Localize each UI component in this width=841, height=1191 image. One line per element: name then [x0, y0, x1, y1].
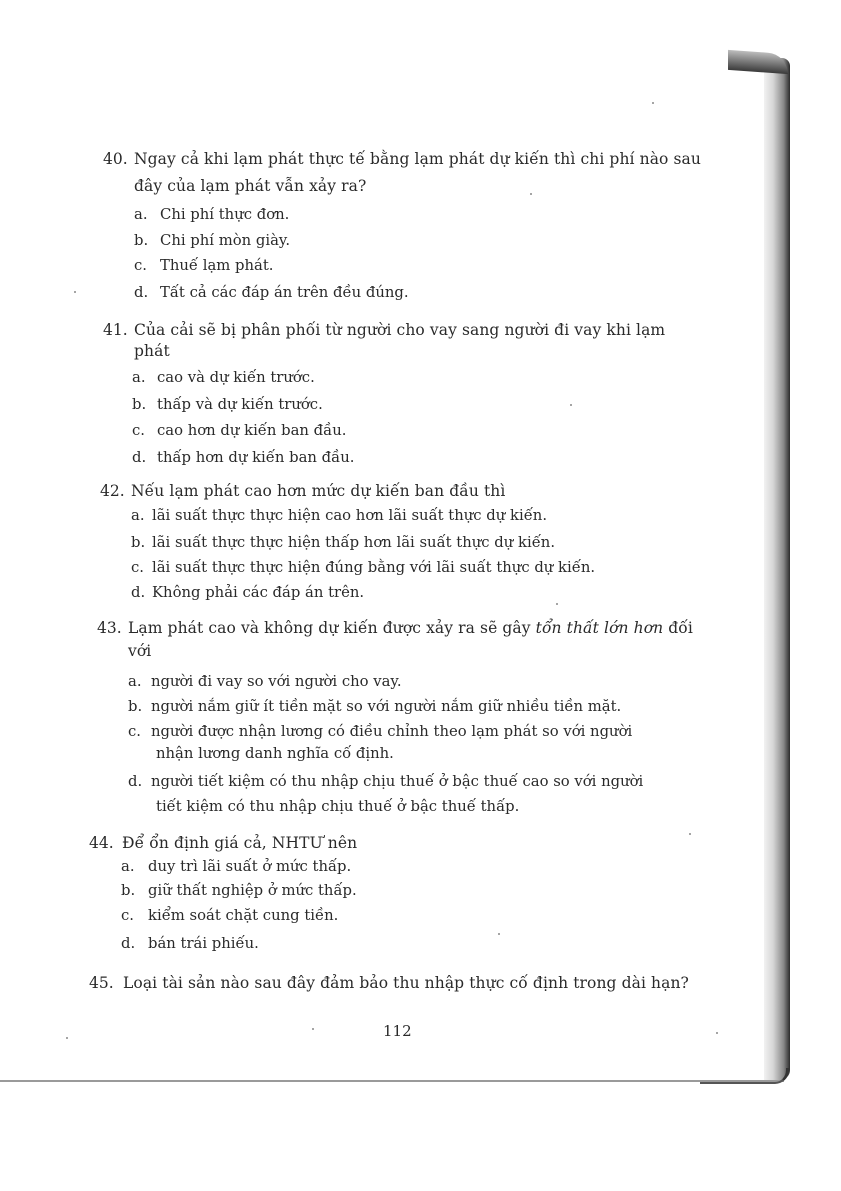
option-letter: d.	[128, 773, 143, 790]
scan-speck	[652, 102, 654, 104]
option-letter: d.	[131, 584, 146, 601]
option-letter: a.	[131, 507, 145, 524]
option-letter: d.	[132, 449, 147, 466]
option-text: người nắm giữ ít tiền mặt so với người nắm giữ nhiều tiền mặt.	[151, 698, 622, 715]
question-text-line: Của cải sẽ bị phân phối từ người cho vay sang người đi vay khi lạm	[134, 321, 666, 339]
scan-speck	[689, 833, 691, 835]
page-curl	[700, 1068, 789, 1084]
option-text: lãi suất thực thực hiện cao hơn lãi suất thực dự kiến.	[152, 507, 548, 524]
question-text-plain: Lạm phát cao và không dự kiến được xảy ra sẽ gây	[128, 619, 536, 637]
option-text: người được nhận lương có điều chỉnh theo lạm phát so với người	[151, 723, 633, 740]
option-letter: c.	[131, 559, 144, 576]
question-text-end: đối	[663, 619, 693, 637]
question-number: 43.	[97, 619, 122, 637]
option-text: kiểm soát chặt cung tiền.	[148, 907, 339, 924]
option-letter: b.	[134, 232, 149, 249]
question-text-line: Nếu lạm phát cao hơn mức dự kiến ban đầu thì	[131, 482, 506, 500]
scan-speck	[74, 291, 76, 293]
page-bottom-edge	[0, 1080, 784, 1082]
option-letter: b.	[132, 396, 147, 413]
scan-speck	[716, 1032, 718, 1034]
option-letter: b.	[131, 534, 146, 551]
page-number: 112	[383, 1022, 412, 1040]
question-text-line: phát	[134, 342, 170, 360]
option-letter: c.	[132, 422, 145, 439]
question-number: 40.	[103, 150, 128, 168]
option-letter: a.	[132, 369, 146, 386]
scan-speck	[556, 603, 558, 605]
option-letter: b.	[128, 698, 143, 715]
question-number: 42.	[100, 482, 125, 500]
question-number: 45.	[89, 974, 114, 992]
question-number: 41.	[103, 321, 128, 339]
question-text-line: Loại tài sản nào sau đây đảm bảo thu nhập thực cố định trong dài hạn?	[123, 974, 689, 992]
option-text: Không phải các đáp án trên.	[152, 584, 365, 601]
option-text: Chi phí mòn giày.	[160, 232, 291, 249]
option-text: thấp hơn dự kiến ban đầu.	[157, 449, 355, 466]
page-corner-shadow	[728, 50, 788, 74]
option-text-continued: tiết kiệm có thu nhập chịu thuế ở bậc thuế thấp.	[156, 798, 520, 815]
option-text: cao hơn dự kiến ban đầu.	[157, 422, 347, 439]
option-text: lãi suất thực thực hiện đúng bằng với lãi suất thực dự kiến.	[152, 559, 596, 576]
scan-speck	[498, 933, 500, 935]
question-text-line: Để ổn định giá cả, NHTƯ nên	[122, 834, 358, 852]
option-text-continued: nhận lương danh nghĩa cố định.	[156, 745, 394, 762]
question-text-line: Ngay cả khi lạm phát thực tế bằng lạm phát dự kiến thì chi phí nào sau	[134, 150, 701, 168]
option-text: bán trái phiếu.	[148, 935, 259, 952]
question-text-line: với	[128, 642, 152, 660]
option-text: giữ thất nghiệp ở mức thấp.	[148, 882, 357, 899]
option-text: người tiết kiệm có thu nhập chịu thuế ở bậc thuế cao so với người	[151, 773, 644, 790]
question-text-emphasis: tổn thất lớn hơn	[535, 619, 664, 637]
option-letter: c.	[121, 907, 134, 924]
option-text: Tất cả các đáp án trên đều đúng.	[160, 284, 409, 301]
option-text: người đi vay so với người cho vay.	[151, 673, 402, 690]
option-letter: a.	[128, 673, 142, 690]
page-binding-shadow	[764, 58, 790, 1080]
option-letter: b.	[121, 882, 136, 899]
option-letter: d.	[121, 935, 136, 952]
option-text: thấp và dự kiến trước.	[157, 396, 323, 413]
question-text-line: đây của lạm phát vẫn xảy ra?	[134, 177, 367, 195]
scan-speck	[530, 193, 532, 195]
option-text: duy trì lãi suất ở mức thấp.	[148, 858, 352, 875]
option-letter: c.	[134, 257, 147, 274]
question-number: 44.	[89, 834, 114, 852]
option-letter: d.	[134, 284, 149, 301]
option-text: cao và dự kiến trước.	[157, 369, 315, 386]
scan-speck	[312, 1028, 314, 1030]
option-letter: a.	[121, 858, 135, 875]
scan-speck	[570, 404, 572, 406]
option-text: lãi suất thực thực hiện thấp hơn lãi suất thực dự kiến.	[152, 534, 556, 551]
question-text-line	[128, 619, 693, 637]
scan-speck	[66, 1037, 68, 1039]
option-letter: c.	[128, 723, 141, 740]
option-letter: a.	[134, 206, 148, 223]
option-text: Chi phí thực đơn.	[160, 206, 290, 223]
option-text: Thuế lạm phát.	[160, 257, 274, 274]
